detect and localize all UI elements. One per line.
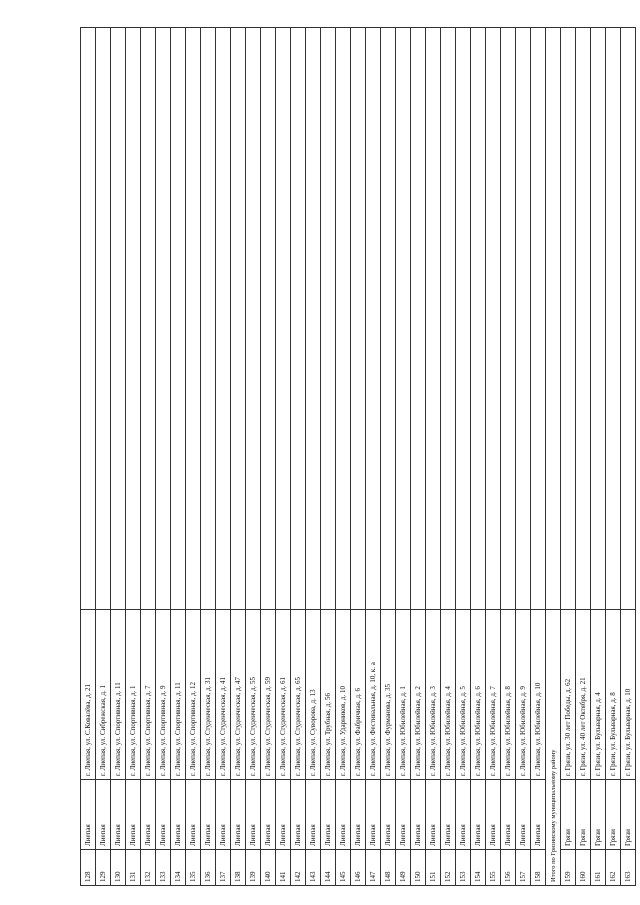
row-other-columns — [561, 28, 576, 610]
row-address: г. Лиепая, ул. Юбилейная, д. 4 — [441, 610, 456, 780]
table-row — [441, 28, 456, 886]
row-city: Лиепая — [396, 780, 411, 850]
row-city: Лиепая — [456, 780, 471, 850]
row-other-columns — [261, 28, 276, 610]
table-row — [186, 28, 201, 886]
row-number: 144 — [321, 850, 336, 886]
row-other-columns — [411, 28, 426, 610]
row-address: г. Лиепая, ул. Суворова, д. 13 — [306, 610, 321, 780]
row-other-columns — [246, 28, 261, 610]
row-city: Лиепая — [156, 780, 171, 850]
table-row — [276, 28, 291, 886]
table-row — [381, 28, 396, 886]
row-number: 147 — [366, 850, 381, 886]
row-other-columns — [231, 28, 246, 610]
table-row — [201, 28, 216, 886]
row-number: 129 — [96, 850, 111, 886]
row-other-columns — [366, 28, 381, 610]
row-city: Лиепая — [186, 780, 201, 850]
row-other-columns — [486, 28, 501, 610]
table-row — [321, 28, 336, 886]
row-other-columns — [516, 28, 531, 610]
row-city: Лиепая — [336, 780, 351, 850]
row-city: Лиепая — [531, 780, 546, 850]
table-row — [291, 28, 306, 886]
row-other-columns — [381, 28, 396, 610]
row-number: 130 — [111, 850, 126, 886]
row-number: 161 — [591, 850, 606, 886]
row-city: Лиепая — [231, 780, 246, 850]
row-address: г. Лиепая, ул. Спортивная, д. 11 — [171, 610, 186, 780]
row-address: г. Лиепая, ул. Юбилейная, д. 3 — [426, 610, 441, 780]
row-number: 149 — [396, 850, 411, 886]
table-body-gryazi — [561, 28, 636, 886]
table-body-lipetsk — [81, 28, 546, 886]
row-number: 134 — [171, 850, 186, 886]
row-number: 162 — [606, 850, 621, 886]
row-address: г. Лиепая, ул. Студенческая, д. 41 — [216, 610, 231, 780]
row-other-columns — [156, 28, 171, 610]
row-number: 133 — [156, 850, 171, 886]
row-city: Лиепая — [441, 780, 456, 850]
rotated-table-wrapper — [80, 28, 632, 886]
table-row — [351, 28, 366, 886]
row-address: г. Лиепая, ул. Фурманова, д. 35 — [381, 610, 396, 780]
row-number: 153 — [456, 850, 471, 886]
row-address: г. Лиепая, ул. Студенческая, д. 31 — [201, 610, 216, 780]
row-address: г. Лиепая, ул. Спортивная, д. 7 — [141, 610, 156, 780]
table-row — [621, 28, 636, 886]
row-number: 150 — [411, 850, 426, 886]
table-row — [606, 28, 621, 886]
table-row — [261, 28, 276, 886]
row-other-columns — [321, 28, 336, 610]
row-other-columns — [126, 28, 141, 610]
row-other-columns — [591, 28, 606, 610]
row-number: 151 — [426, 850, 441, 886]
row-city: Лиепая — [201, 780, 216, 850]
table-row — [501, 28, 516, 886]
table-row — [471, 28, 486, 886]
table-row — [396, 28, 411, 886]
row-city: Грязи — [561, 780, 576, 850]
row-city: Лиепая — [471, 780, 486, 850]
table-row — [561, 28, 576, 886]
row-city: Лиепая — [141, 780, 156, 850]
row-city: Грязи — [591, 780, 606, 850]
row-address: г. Грязи, ул. 30 лет Победы, д. 62 — [561, 610, 576, 780]
row-address: г. Лиепая, ул. Юбилейная, д. 5 — [456, 610, 471, 780]
row-city: Лиепая — [291, 780, 306, 850]
row-address: г. Лиепая, ул. Юбилейная, д. 1 — [396, 610, 411, 780]
row-address: г. Лиепая, ул. Ударников, д. 10 — [336, 610, 351, 780]
row-other-columns — [531, 28, 546, 610]
row-address: г. Лиепая, ул. Спортивная, д. 1 — [126, 610, 141, 780]
table-row — [246, 28, 261, 886]
table-row — [366, 28, 381, 886]
row-address: г. Грязи, ул. Бульварная, д. 8 — [606, 610, 621, 780]
row-city: Лиепая — [276, 780, 291, 850]
row-number: 136 — [201, 850, 216, 886]
table-row — [141, 28, 156, 886]
row-other-columns — [351, 28, 366, 610]
table-row — [81, 28, 96, 886]
row-number: 138 — [231, 850, 246, 886]
row-city: Лиепая — [96, 780, 111, 850]
row-address: г. Лиепая, ул. Студенческая, д. 65 — [291, 610, 306, 780]
row-number: 157 — [516, 850, 531, 886]
row-number: 155 — [486, 850, 501, 886]
table-row — [231, 28, 246, 886]
row-city: Лиепая — [216, 780, 231, 850]
row-number: 159 — [561, 850, 576, 886]
table-row — [306, 28, 321, 886]
row-address: г. Лиепая, ул. С.Ковалёва, д. 21 — [81, 610, 96, 780]
row-address: г. Лиепая, ул. Юбилейная, д. 9 — [516, 610, 531, 780]
table-row — [171, 28, 186, 886]
row-number: 143 — [306, 850, 321, 886]
row-other-columns — [456, 28, 471, 610]
row-address: г. Лиепая, ул. Спортивная, д. 12 — [186, 610, 201, 780]
row-other-columns — [336, 28, 351, 610]
row-number: 154 — [471, 850, 486, 886]
row-number: 128 — [81, 850, 96, 886]
row-other-columns — [501, 28, 516, 610]
register-table — [80, 27, 636, 886]
row-address: г. Грязи, ул. Бульварная, д. 10 — [621, 610, 636, 780]
row-address: г. Лиепая, ул. Студенческая, д. 61 — [276, 610, 291, 780]
row-address: г. Лиепая, ул. Фабричная, д. 6 — [351, 610, 366, 780]
row-other-columns — [576, 28, 591, 610]
row-address: г. Лиепая, ул. Фестивальная, д. 10, к. а — [366, 610, 381, 780]
row-other-columns — [396, 28, 411, 610]
table-row — [126, 28, 141, 886]
row-address: г. Лиепая, ул. Трубная, д. 56 — [321, 610, 336, 780]
table-row — [156, 28, 171, 886]
row-number: 139 — [246, 850, 261, 886]
row-city: Лиепая — [306, 780, 321, 850]
row-other-columns — [441, 28, 456, 610]
row-other-columns — [471, 28, 486, 610]
row-address: г. Лиепая, ул. Юбилейная, д. 2 — [411, 610, 426, 780]
row-city: Лиепая — [171, 780, 186, 850]
table-row — [336, 28, 351, 886]
row-number: 132 — [141, 850, 156, 886]
table-row — [576, 28, 591, 886]
row-address: г. Лиепая, ул. Юбилейная, д. 7 — [486, 610, 501, 780]
row-city: Лиепая — [501, 780, 516, 850]
row-address: г. Лиепая, ул. Студенческая, д. 55 — [246, 610, 261, 780]
row-city: Лиепая — [246, 780, 261, 850]
table-total-section — [546, 28, 561, 886]
row-city: Лиепая — [351, 780, 366, 850]
row-city: Лиепая — [366, 780, 381, 850]
row-city: Грязи — [621, 780, 636, 850]
row-number: 135 — [186, 850, 201, 886]
row-number: 145 — [336, 850, 351, 886]
row-city: Лиепая — [516, 780, 531, 850]
row-other-columns — [291, 28, 306, 610]
row-address: г. Лиепая, ул. Юбилейная, д. 6 — [471, 610, 486, 780]
total-label: Итого по Грязинскому муниципальному району — [546, 610, 561, 886]
row-other-columns — [111, 28, 126, 610]
row-number: 142 — [291, 850, 306, 886]
row-other-columns — [621, 28, 636, 610]
row-city: Лиепая — [486, 780, 501, 850]
row-number: 141 — [276, 850, 291, 886]
row-number: 146 — [351, 850, 366, 886]
row-city: Лиепая — [111, 780, 126, 850]
table-row — [531, 28, 546, 886]
row-city: Лиепая — [261, 780, 276, 850]
row-other-columns — [171, 28, 186, 610]
row-other-columns — [606, 28, 621, 610]
row-other-columns — [141, 28, 156, 610]
row-number: 152 — [441, 850, 456, 886]
row-other-columns — [96, 28, 111, 610]
row-other-columns — [201, 28, 216, 610]
table-row — [426, 28, 441, 886]
table-row — [96, 28, 111, 886]
row-other-columns — [306, 28, 321, 610]
row-number: 148 — [381, 850, 396, 886]
total-values — [546, 28, 561, 610]
row-other-columns — [81, 28, 96, 610]
row-city: Лиепая — [126, 780, 141, 850]
row-city: Грязи — [576, 780, 591, 850]
row-city: Лиепая — [411, 780, 426, 850]
row-address: г. Лиепая, ул. Студенческая, д. 47 — [231, 610, 246, 780]
row-number: 140 — [261, 850, 276, 886]
row-other-columns — [216, 28, 231, 610]
table-row — [456, 28, 471, 886]
row-city: Лиепая — [381, 780, 396, 850]
row-number: 156 — [501, 850, 516, 886]
row-city: Лиепая — [81, 780, 96, 850]
row-number: 160 — [576, 850, 591, 886]
row-city: Лиепая — [426, 780, 441, 850]
total-row — [546, 28, 561, 886]
row-address: г. Лиепая, ул. Юбилейная, д. 8 — [501, 610, 516, 780]
row-address: г. Грязи, ул. Бульварная, д. 4 — [591, 610, 606, 780]
row-address: г. Лиепая, ул. Спортивная, д. 9 — [156, 610, 171, 780]
row-address: г. Лиепая, ул. Юбилейная, д. 10 — [531, 610, 546, 780]
table-row — [411, 28, 426, 886]
row-other-columns — [276, 28, 291, 610]
row-number: 131 — [126, 850, 141, 886]
table-row — [486, 28, 501, 886]
row-other-columns — [186, 28, 201, 610]
row-number: 163 — [621, 850, 636, 886]
row-number: 158 — [531, 850, 546, 886]
table-row — [111, 28, 126, 886]
table-row — [216, 28, 231, 886]
row-address: г. Лиепая, ул. Студенческая, д. 59 — [261, 610, 276, 780]
row-address: г. Лиепая, ул. Спортивная, д. 11 — [111, 610, 126, 780]
row-address: г. Грязи, ул. 40 лет Октября, д. 21 — [576, 610, 591, 780]
row-address: г. Лиепая, ул. Сибрежская, д. 1 — [96, 610, 111, 780]
row-other-columns — [426, 28, 441, 610]
rotated-table-area — [80, 28, 632, 886]
table-row — [516, 28, 531, 886]
row-city: Грязи — [606, 780, 621, 850]
row-city: Лиепая — [321, 780, 336, 850]
row-number: 137 — [216, 850, 231, 886]
table-row — [591, 28, 606, 886]
